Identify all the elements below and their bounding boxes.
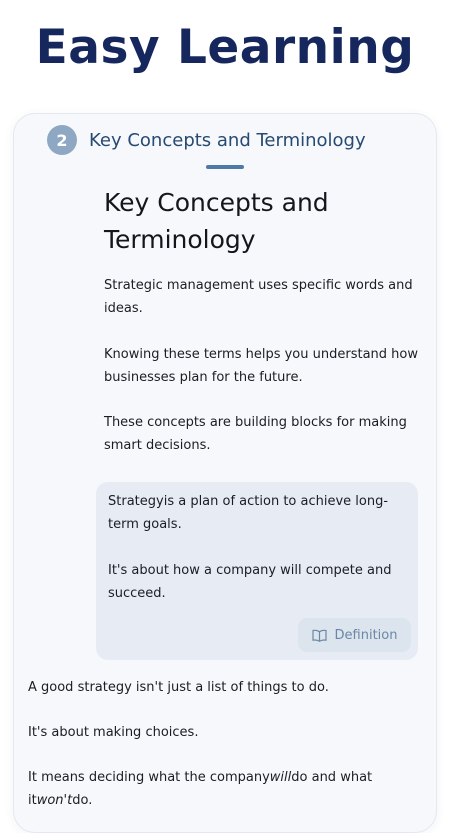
lesson-title: Key Concepts and Terminology — [104, 188, 329, 254]
body-p3-will: will — [269, 770, 292, 785]
definition-button[interactable] — [298, 618, 411, 652]
body-p3-end: do. — [72, 793, 93, 808]
lesson-paragraph-1: Strategic management uses specific words and ideas. — [104, 278, 413, 316]
step-number-badge: 2 — [47, 125, 77, 155]
definition-term: Strategy — [108, 494, 164, 509]
body-p3-start: It means deciding what the company — [28, 770, 270, 785]
definition-detail: It's about how a company will compete and succeed. — [108, 563, 392, 601]
body-p3-mid: do and what it — [28, 770, 373, 808]
drag-handle[interactable] — [206, 165, 244, 169]
body-p3-wont: won't — [36, 793, 73, 808]
definition-text — [108, 490, 404, 536]
book-open-icon — [312, 629, 327, 642]
lesson-card — [13, 113, 437, 833]
step-title: Key Concepts and Terminology — [89, 129, 366, 151]
lesson-paragraph-2: Knowing these terms helps you understand how businesses plan for the future. — [104, 347, 418, 385]
body-paragraph-2: It's about making choices. — [28, 725, 199, 740]
body-paragraph-1: A good strategy isn't just a list of things to do. — [28, 680, 329, 695]
definition-term-rest: is a plan of action to achieve long-term goals. — [108, 494, 389, 532]
step-header[interactable] — [47, 124, 366, 156]
app-hero-title: Easy Learning — [35, 20, 415, 75]
body-paragraph-3 — [28, 766, 428, 812]
lesson-paragraph-3: These concepts are building blocks for making smart decisions. — [104, 415, 407, 453]
definition-button-label: Definition — [334, 627, 398, 643]
definition-box — [96, 482, 418, 660]
